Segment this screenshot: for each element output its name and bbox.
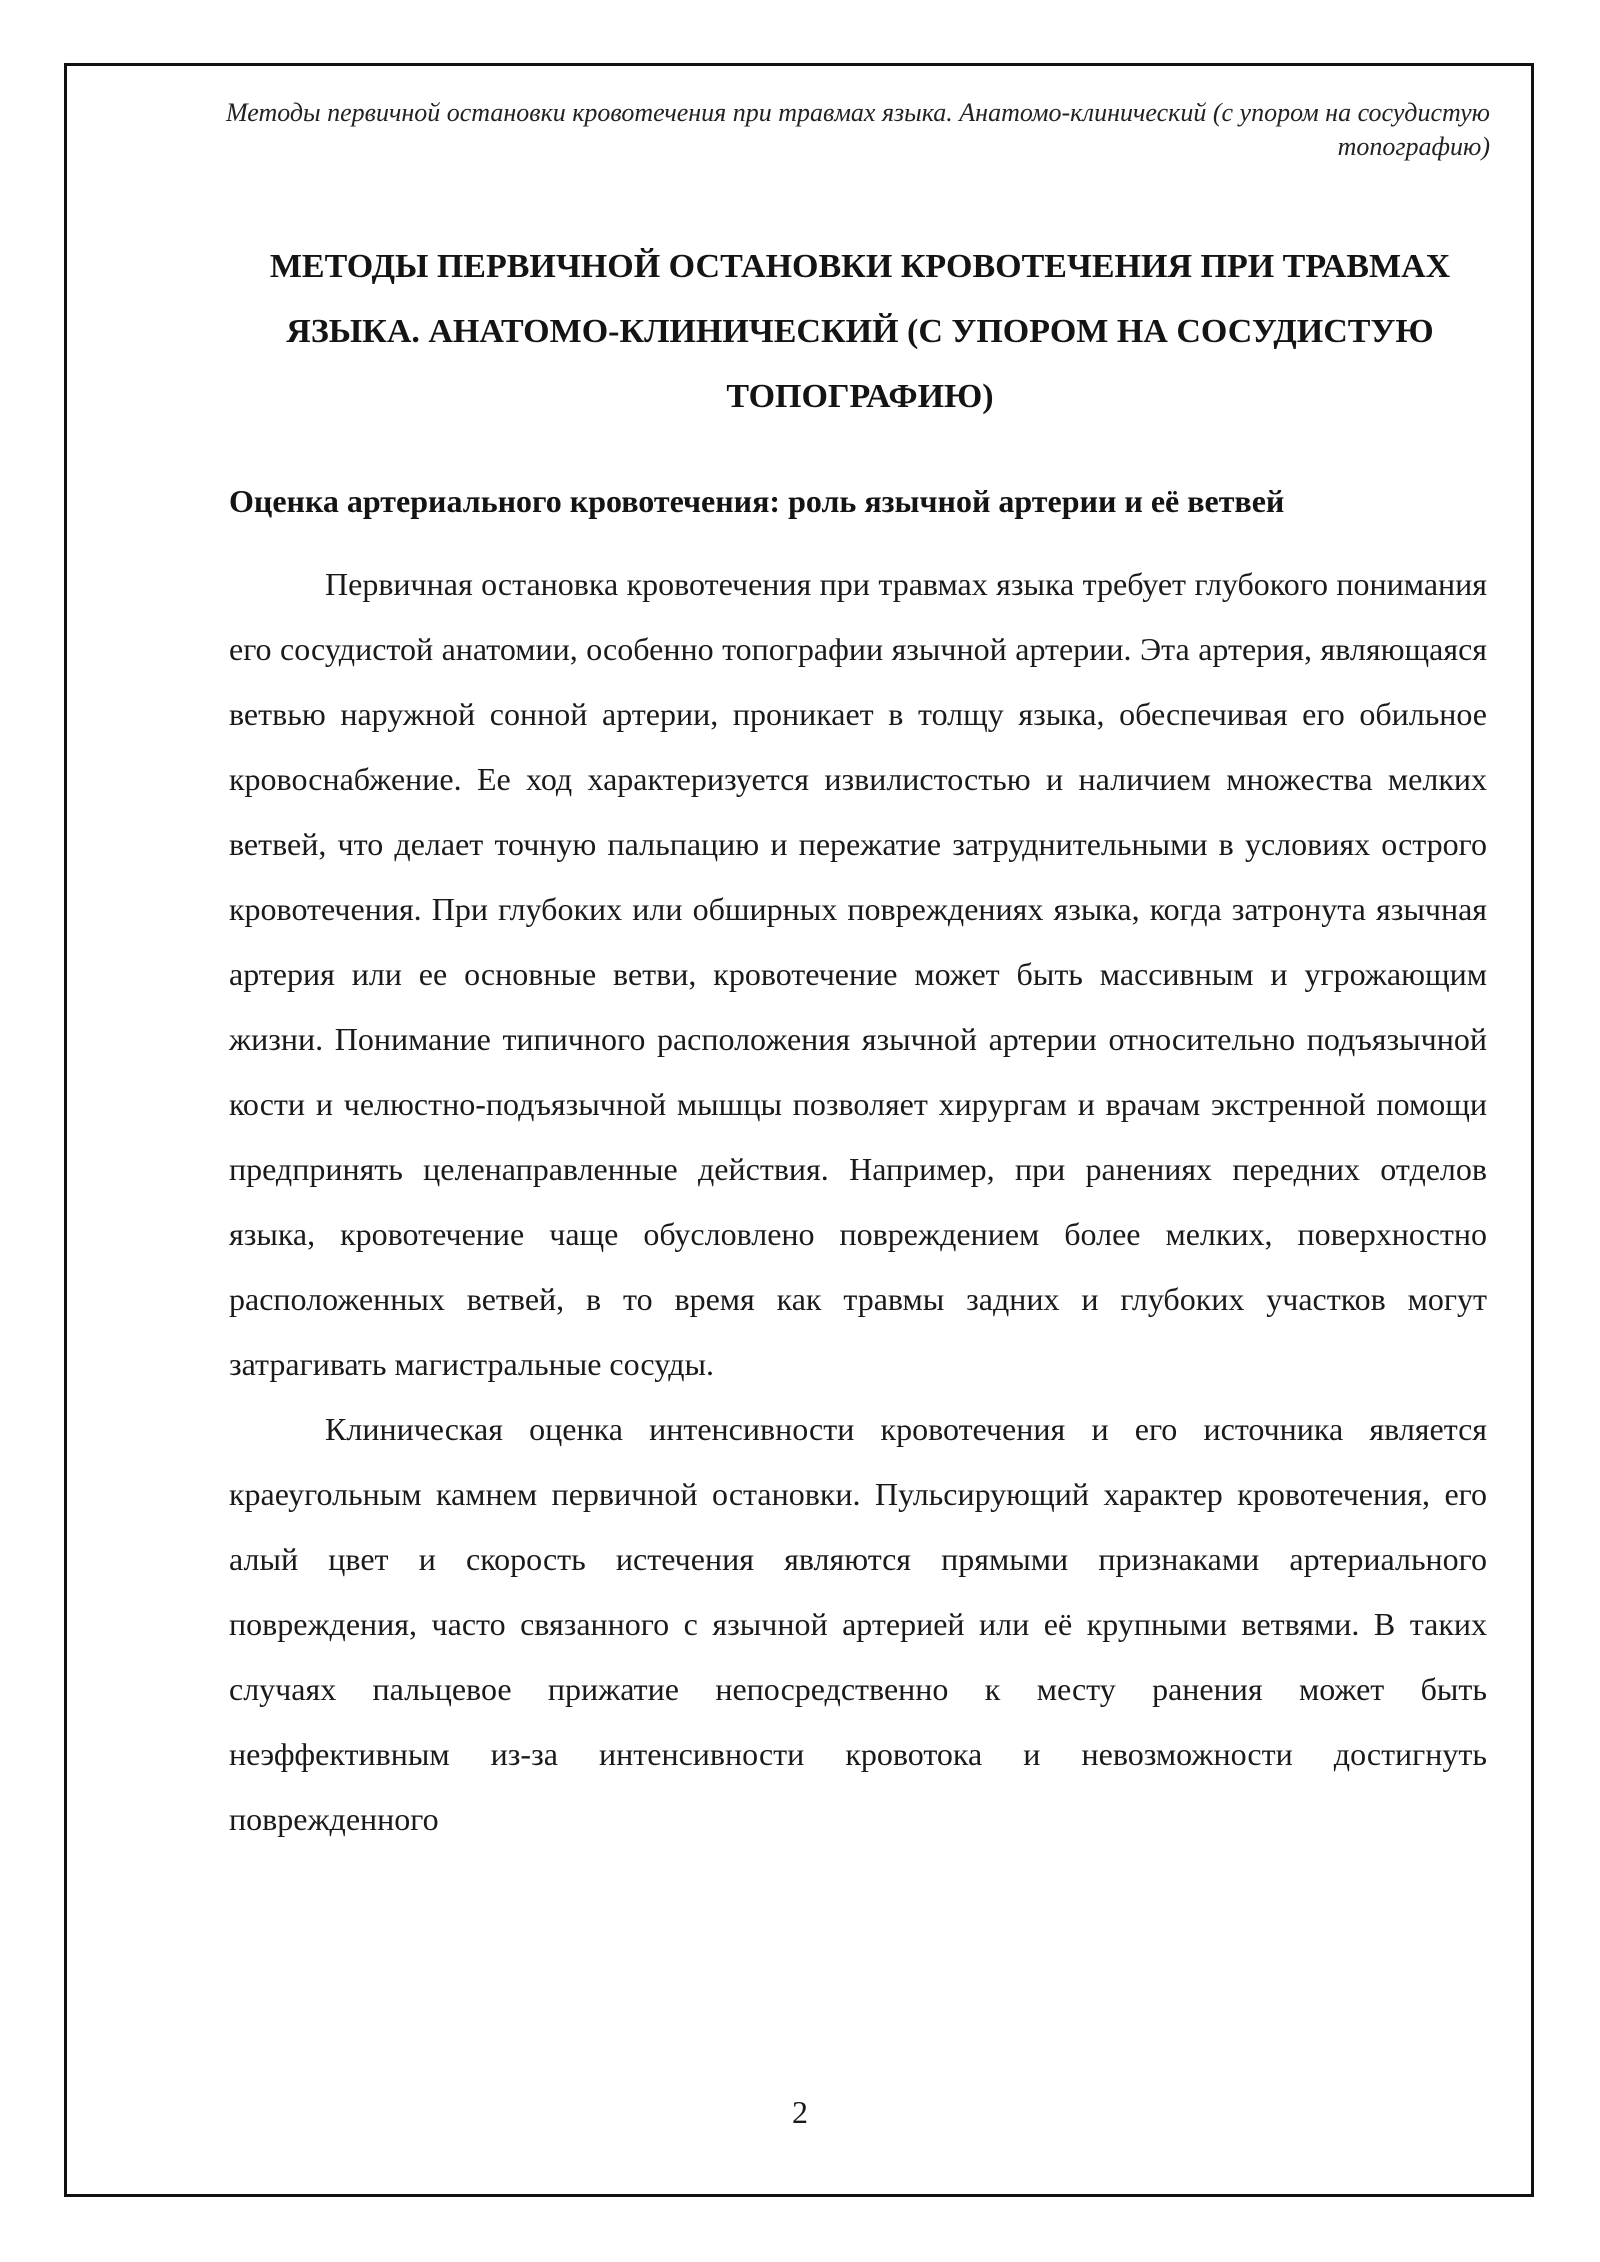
- document-title: МЕТОДЫ ПЕРВИЧНОЙ ОСТАНОВКИ КРОВОТЕЧЕНИЯ ПРИ ТРАВМАХ ЯЗЫКА. АНАТОМО-КЛИНИЧЕСКИЙ (С УПОРОМ НА СОСУДИСТУЮ ТОПОГРАФИЮ): [269, 248, 1451, 415]
- running-header: Методы первичной остановки кровотечения при травмах языка. Анатомо-клинический (с упором на сосудистую топографию): [225, 98, 1490, 161]
- section-heading: Оценка артериального кровотечения: роль язычной артерии и её ветвей: [229, 483, 1285, 519]
- body-text: [229, 552, 1487, 1852]
- page-number: 2: [792, 2094, 808, 2130]
- paragraph: Первичная остановка кровотечения при травмах языка требует глубокого понимания его сосудистой анатомии, особенно топографии язычной артерии. Эта артерия, являющаяся ветвью наружной сонной артерии, проникает в толщу языка, обеспечивая его обильное кровоснабжение. Ее ход характеризуется извилистостью и наличием множества мелких ветвей, что делает точную пальпацию и пережатие затруднительными в условиях острого кровотечения. При глубоких или обширных повреждениях языка, когда затронута язычная артерия или ее основные ветви, кровотечение может быть массивным и угрожающим жизни. Понимание типичного расположения язычной артерии относительно подъязычной кости и челюстно-подъязычной мышцы позволяет хирургам и врачам экстренной помощи предпринять целенаправленные действия. Например, при ранениях передних отделов языка, кровотечение чаще обусловлено повреждением более мелких, поверхностно расположенных ветвей, в то время как травмы задних и глубоких участков могут затрагивать магистральные сосуды.: [229, 566, 1487, 1382]
- paragraph: Клиническая оценка интенсивности кровотечения и его источника является краеугольным камнем первичной остановки. Пульсирующий характер кровотечения, его алый цвет и скорость истечения являются прямыми признаками артериального повреждения, часто связанного с язычной артерией или её крупными ветвями. В таких случаях пальцевое прижатие непосредственно к месту ранения может быть неэффективным из-за интенсивности кровотока и невозможности достигнуть поврежденного: [229, 1411, 1487, 1837]
